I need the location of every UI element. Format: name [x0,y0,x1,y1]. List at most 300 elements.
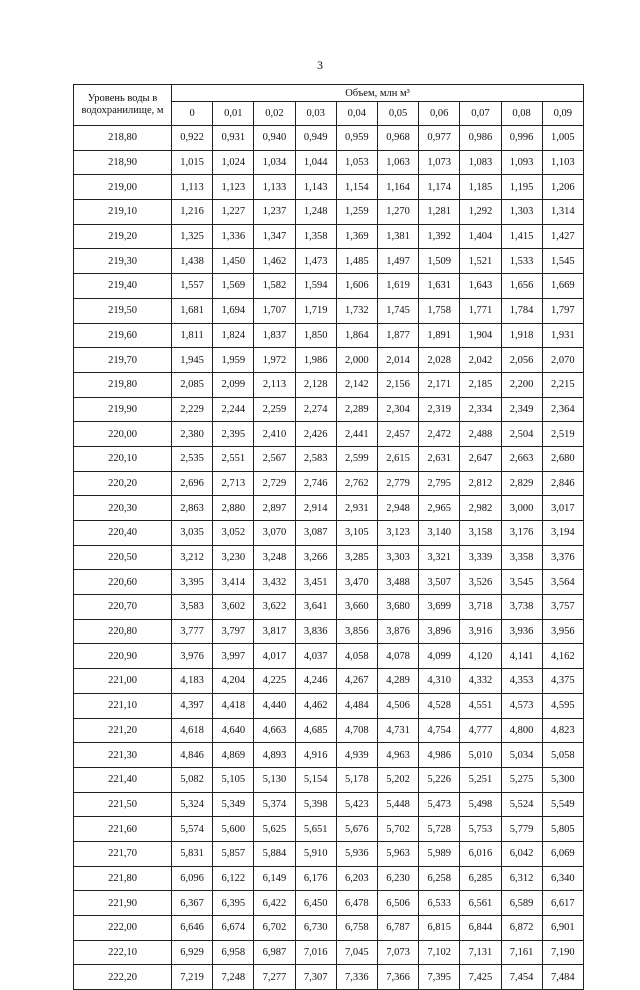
level-cell: 219,40 [74,274,172,299]
volume-cell: 3,000 [501,496,542,521]
volume-cell: 0,931 [213,126,254,151]
volume-cell: 1,719 [295,298,336,323]
volume-cell: 4,397 [172,693,213,718]
volume-cell: 3,976 [172,644,213,669]
volume-cell: 2,746 [295,471,336,496]
volume-cell: 6,589 [501,891,542,916]
volume-cell: 2,812 [460,471,501,496]
volume-cell: 5,805 [542,817,583,842]
volume-cell: 1,797 [542,298,583,323]
volume-cell: 6,016 [460,841,501,866]
table-row [74,743,584,768]
level-cell: 222,20 [74,965,172,990]
volume-cell: 4,353 [501,669,542,694]
volume-cell: 1,336 [213,224,254,249]
volume-cell: 1,986 [295,348,336,373]
volume-cell: 6,122 [213,866,254,891]
volume-cell: 3,488 [377,570,418,595]
volume-cell: 6,506 [377,891,418,916]
volume-cell: 4,462 [295,693,336,718]
volume-cell: 4,120 [460,644,501,669]
volume-cell: 3,194 [542,521,583,546]
volume-cell: 4,663 [254,718,295,743]
level-cell: 220,60 [74,570,172,595]
volume-cell: 7,219 [172,965,213,990]
volume-cell: 7,161 [501,940,542,965]
volume-cell: 4,823 [542,718,583,743]
volume-cell: 5,349 [213,792,254,817]
table-row [74,175,584,200]
volume-cell: 1,034 [254,150,295,175]
level-cell: 219,80 [74,372,172,397]
volume-cell: 6,730 [295,916,336,941]
volume-cell: 2,014 [377,348,418,373]
volume-cell: 2,215 [542,372,583,397]
volume-cell: 0,940 [254,126,295,151]
volume-cell: 1,227 [213,200,254,225]
volume-cell: 2,113 [254,372,295,397]
volume-cell: 7,045 [336,940,377,965]
volume-cell: 6,149 [254,866,295,891]
volume-cell: 2,259 [254,397,295,422]
volume-cell: 7,366 [377,965,418,990]
volume-cell: 0,977 [419,126,460,151]
volume-cell: 1,415 [501,224,542,249]
volume-cell: 6,395 [213,891,254,916]
volume-cell: 5,728 [419,817,460,842]
column-header: 0,05 [377,102,418,126]
volume-cell: 5,202 [377,767,418,792]
volume-table [73,84,584,990]
level-cell: 219,60 [74,323,172,348]
volume-cell: 3,876 [377,619,418,644]
volume-cell: 4,375 [542,669,583,694]
volume-cell: 2,099 [213,372,254,397]
volume-cell: 1,073 [419,150,460,175]
level-cell: 221,20 [74,718,172,743]
volume-cell: 5,423 [336,792,377,817]
column-header: 0,03 [295,102,336,126]
volume-cell: 1,195 [501,175,542,200]
volume-cell: 5,398 [295,792,336,817]
volume-cell: 3,757 [542,595,583,620]
volume-cell: 2,334 [460,397,501,422]
volume-cell: 3,622 [254,595,295,620]
volume-cell: 4,017 [254,644,295,669]
volume-cell: 5,753 [460,817,501,842]
table-row [74,471,584,496]
volume-cell: 3,158 [460,521,501,546]
volume-cell: 1,758 [419,298,460,323]
volume-cell: 5,600 [213,817,254,842]
volume-cell: 3,140 [419,521,460,546]
volume-cell: 3,285 [336,545,377,570]
volume-cell: 1,325 [172,224,213,249]
level-cell: 220,90 [74,644,172,669]
volume-cell: 6,069 [542,841,583,866]
volume-cell: 1,545 [542,249,583,274]
volume-cell: 5,989 [419,841,460,866]
volume-cell: 6,561 [460,891,501,916]
volume-cell: 2,863 [172,496,213,521]
volume-cell: 5,831 [172,841,213,866]
volume-cell: 6,617 [542,891,583,916]
volume-cell: 3,248 [254,545,295,570]
volume-cell: 6,422 [254,891,295,916]
volume-cell: 3,087 [295,521,336,546]
volume-cell: 1,864 [336,323,377,348]
level-cell: 221,70 [74,841,172,866]
volume-cell: 7,131 [460,940,501,965]
level-cell: 219,00 [74,175,172,200]
volume-cell: 4,869 [213,743,254,768]
volume-cell: 2,156 [377,372,418,397]
volume-cell: 5,178 [336,767,377,792]
volume-cell: 1,473 [295,249,336,274]
volume-cell: 0,996 [501,126,542,151]
volume-cell: 2,880 [213,496,254,521]
table-row [74,323,584,348]
volume-cell: 1,606 [336,274,377,299]
volume-cell: 2,185 [460,372,501,397]
table-row [74,866,584,891]
table-row [74,249,584,274]
volume-cell: 1,918 [501,323,542,348]
volume-cell: 2,567 [254,446,295,471]
volume-cell: 4,754 [419,718,460,743]
volume-cell: 2,583 [295,446,336,471]
volume-cell: 1,174 [419,175,460,200]
volume-cell: 1,024 [213,150,254,175]
volume-cell: 1,133 [254,175,295,200]
volume-cell: 6,787 [377,916,418,941]
volume-cell: 6,815 [419,916,460,941]
volume-cell: 4,551 [460,693,501,718]
volume-cell: 3,395 [172,570,213,595]
volume-cell: 4,078 [377,644,418,669]
volume-cell: 5,154 [295,767,336,792]
volume-cell: 6,646 [172,916,213,941]
volume-cell: 2,965 [419,496,460,521]
volume-cell: 6,987 [254,940,295,965]
level-cell: 220,80 [74,619,172,644]
volume-cell: 1,259 [336,200,377,225]
volume-cell: 3,916 [460,619,501,644]
level-cell: 220,00 [74,422,172,447]
volume-cell: 3,583 [172,595,213,620]
volume-cell: 1,485 [336,249,377,274]
volume-cell: 4,267 [336,669,377,694]
volume-cell: 4,640 [213,718,254,743]
volume-cell: 6,312 [501,866,542,891]
volume-cell: 3,052 [213,521,254,546]
volume-cell: 2,426 [295,422,336,447]
level-cell: 220,50 [74,545,172,570]
level-cell: 222,00 [74,916,172,941]
volume-cell: 4,141 [501,644,542,669]
volume-cell: 3,896 [419,619,460,644]
volume-cell: 2,615 [377,446,418,471]
volume-cell: 4,685 [295,718,336,743]
volume-cell: 1,569 [213,274,254,299]
volume-cell: 3,017 [542,496,583,521]
volume-cell: 2,441 [336,422,377,447]
volume-cell: 6,230 [377,866,418,891]
level-cell: 220,20 [74,471,172,496]
volume-cell: 2,631 [419,446,460,471]
volume-cell: 6,702 [254,916,295,941]
level-cell: 219,90 [74,397,172,422]
volume-cell: 3,699 [419,595,460,620]
volume-cell: 3,526 [460,570,501,595]
level-cell: 219,50 [74,298,172,323]
volume-cell: 1,044 [295,150,336,175]
volume-cell: 1,164 [377,175,418,200]
volume-cell: 6,674 [213,916,254,941]
column-header: 0,04 [336,102,377,126]
table-row [74,619,584,644]
volume-cell: 1,438 [172,249,213,274]
volume-cell: 7,248 [213,965,254,990]
volume-cell: 5,676 [336,817,377,842]
volume-cell: 1,824 [213,323,254,348]
volume-cell: 4,332 [460,669,501,694]
volume-cell: 1,314 [542,200,583,225]
volume-cell: 1,656 [501,274,542,299]
volume-cell: 5,473 [419,792,460,817]
level-cell: 220,70 [74,595,172,620]
volume-cell: 1,959 [213,348,254,373]
volume-cell: 6,478 [336,891,377,916]
column-header: 0,07 [460,102,501,126]
volume-cell: 1,347 [254,224,295,249]
volume-cell: 3,660 [336,595,377,620]
volume-cell: 3,105 [336,521,377,546]
volume-cell: 4,595 [542,693,583,718]
volume-cell: 1,707 [254,298,295,323]
volume-cell: 1,594 [295,274,336,299]
volume-cell: 3,641 [295,595,336,620]
volume-cell: 1,392 [419,224,460,249]
volume-cell: 3,602 [213,595,254,620]
volume-cell: 2,897 [254,496,295,521]
volume-cell: 1,005 [542,126,583,151]
volume-cell: 2,948 [377,496,418,521]
volume-cell: 4,986 [419,743,460,768]
volume-cell: 6,901 [542,916,583,941]
volume-cell: 2,472 [419,422,460,447]
volume-cell: 1,811 [172,323,213,348]
volume-cell: 1,093 [501,150,542,175]
level-cell: 220,10 [74,446,172,471]
volume-cell: 1,404 [460,224,501,249]
volume-cell: 1,381 [377,224,418,249]
volume-cell: 5,779 [501,817,542,842]
volume-cell: 4,037 [295,644,336,669]
volume-cell: 1,784 [501,298,542,323]
volume-cell: 5,524 [501,792,542,817]
volume-cell: 1,216 [172,200,213,225]
column-header: 0,06 [419,102,460,126]
volume-cell: 2,729 [254,471,295,496]
volume-cell: 3,856 [336,619,377,644]
volume-cell: 2,229 [172,397,213,422]
table-row [74,817,584,842]
volume-cell: 2,274 [295,397,336,422]
volume-cell: 3,936 [501,619,542,644]
level-cell: 221,50 [74,792,172,817]
volume-cell: 7,425 [460,965,501,990]
volume-cell: 1,631 [419,274,460,299]
volume-cell: 6,176 [295,866,336,891]
volume-cell: 2,535 [172,446,213,471]
volume-cell: 5,226 [419,767,460,792]
volume-cell: 5,010 [460,743,501,768]
volume-cell: 5,374 [254,792,295,817]
level-cell: 221,80 [74,866,172,891]
level-cell: 220,40 [74,521,172,546]
volume-cell: 4,708 [336,718,377,743]
volume-cell: 1,206 [542,175,583,200]
table-row [74,891,584,916]
volume-cell: 4,506 [377,693,418,718]
volume-cell: 2,829 [501,471,542,496]
level-cell: 219,70 [74,348,172,373]
volume-cell: 3,358 [501,545,542,570]
level-cell: 219,30 [74,249,172,274]
volume-cell: 1,185 [460,175,501,200]
volume-cell: 6,844 [460,916,501,941]
volume-cell: 1,103 [542,150,583,175]
table-row [74,669,584,694]
volume-cell: 6,929 [172,940,213,965]
volume-cell: 4,310 [419,669,460,694]
level-cell: 218,90 [74,150,172,175]
volume-cell: 7,190 [542,940,583,965]
volume-cell: 2,364 [542,397,583,422]
volume-cell: 4,777 [460,718,501,743]
volume-cell: 3,817 [254,619,295,644]
volume-cell: 1,533 [501,249,542,274]
level-column-header: Уровень воды в водохранилище, м [74,85,172,126]
volume-cell: 1,732 [336,298,377,323]
level-cell: 221,60 [74,817,172,842]
volume-cell: 1,904 [460,323,501,348]
volume-cell: 5,130 [254,767,295,792]
volume-cell: 6,367 [172,891,213,916]
volume-cell: 3,376 [542,545,583,570]
volume-cell: 6,096 [172,866,213,891]
volume-cell: 5,251 [460,767,501,792]
volume-cell: 1,063 [377,150,418,175]
volume-cell: 2,395 [213,422,254,447]
volume-cell: 4,893 [254,743,295,768]
volume-cell: 1,358 [295,224,336,249]
volume-cell: 1,083 [460,150,501,175]
volume-cell: 3,680 [377,595,418,620]
volume-cell: 6,533 [419,891,460,916]
volume-cell: 5,324 [172,792,213,817]
volume-cell: 1,270 [377,200,418,225]
volume-cell: 1,837 [254,323,295,348]
volume-cell: 3,414 [213,570,254,595]
volume-cell: 5,884 [254,841,295,866]
volume-cell: 5,936 [336,841,377,866]
table-row [74,545,584,570]
volume-cell: 4,939 [336,743,377,768]
volume-cell: 1,521 [460,249,501,274]
volume-cell: 1,113 [172,175,213,200]
volume-cell: 6,285 [460,866,501,891]
volume-cell: 2,380 [172,422,213,447]
volume-cell: 3,070 [254,521,295,546]
volume-cell: 3,777 [172,619,213,644]
volume-cell: 1,877 [377,323,418,348]
volume-cell: 1,292 [460,200,501,225]
volume-cell: 2,762 [336,471,377,496]
volume-cell: 1,427 [542,224,583,249]
volume-cell: 1,509 [419,249,460,274]
volume-cell: 4,573 [501,693,542,718]
volume-cell: 1,694 [213,298,254,323]
level-cell: 219,10 [74,200,172,225]
column-header: 0,08 [501,102,542,126]
table-row [74,446,584,471]
table-row [74,274,584,299]
level-cell: 221,10 [74,693,172,718]
volume-cell: 1,154 [336,175,377,200]
volume-cell: 4,058 [336,644,377,669]
volume-cell: 2,085 [172,372,213,397]
level-cell: 221,30 [74,743,172,768]
volume-cell: 3,339 [460,545,501,570]
volume-cell: 6,258 [419,866,460,891]
table-row [74,397,584,422]
volume-cell: 3,997 [213,644,254,669]
volume-cell: 5,300 [542,767,583,792]
volume-cell: 3,123 [377,521,418,546]
volume-cell: 4,528 [419,693,460,718]
volume-cell: 2,488 [460,422,501,447]
volume-cell: 5,448 [377,792,418,817]
volume-cell: 2,200 [501,372,542,397]
volume-cell: 2,663 [501,446,542,471]
volume-cell: 2,795 [419,471,460,496]
volume-cell: 2,142 [336,372,377,397]
volume-cell: 4,963 [377,743,418,768]
table-row [74,348,584,373]
volume-cell: 2,519 [542,422,583,447]
volume-cell: 2,551 [213,446,254,471]
header-row-top [74,85,584,102]
volume-cell: 2,647 [460,446,501,471]
volume-cell: 3,303 [377,545,418,570]
volume-cell: 2,289 [336,397,377,422]
volume-cell: 0,968 [377,126,418,151]
level-cell: 220,30 [74,496,172,521]
volume-cell: 5,105 [213,767,254,792]
volume-cell: 1,123 [213,175,254,200]
volume-cell: 2,042 [460,348,501,373]
volume-cell: 7,102 [419,940,460,965]
volume-cell: 7,484 [542,965,583,990]
volume-cell: 2,982 [460,496,501,521]
table-row [74,940,584,965]
volume-cell: 4,731 [377,718,418,743]
column-header: 0 [172,102,213,126]
volume-cell: 4,916 [295,743,336,768]
volume-cell: 5,625 [254,817,295,842]
